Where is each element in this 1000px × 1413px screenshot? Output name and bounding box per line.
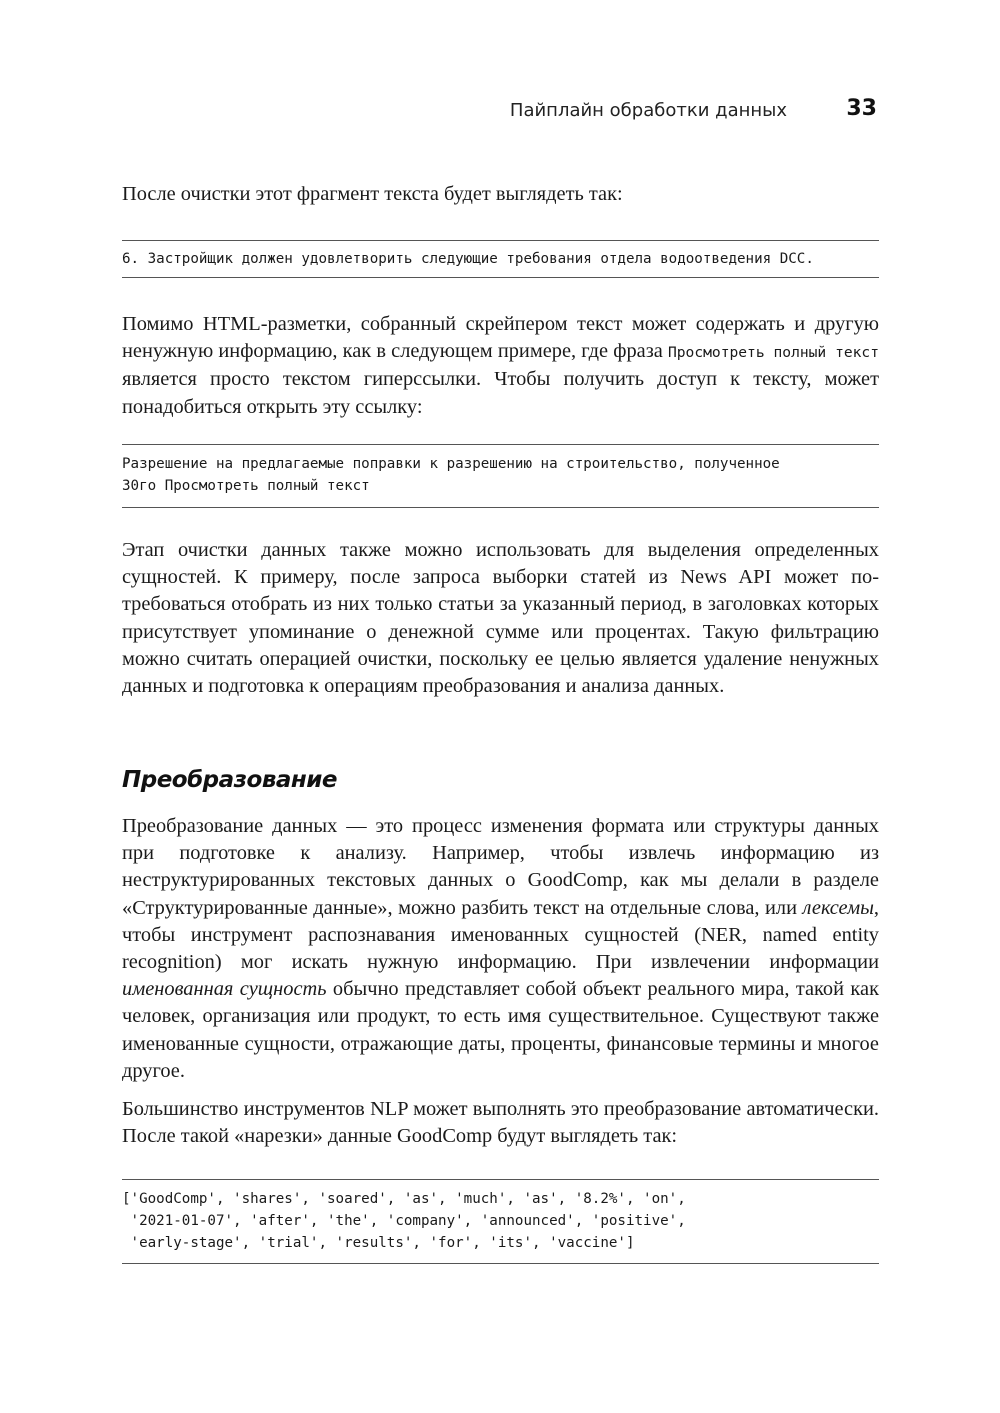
paragraph-nlp-tools: Большинство инструментов NLP может выполнять это преобразование автоматически. После такой «нарезки» данные GoodComp будут выглядеть так: <box>122 1098 879 1148</box>
term-lexemes: лексемы <box>802 896 874 919</box>
code-cleaned-text: 6. Застройщик должен удовлетворить следующие требования отдела водоотведения DCC. <box>122 251 814 267</box>
page-number: 33 <box>846 96 877 121</box>
paragraph-entity-filtering: Этап очистки данных также можно использовать для выделения определенных сущностей. К примеру, после запроса выборки статей из News API может потребоваться отобрать из них только статьи за указанный период, в заголовках которых присутствует упоминание о денежной сумме или процентах. Такую фильтрацию можно считать операцией очистки, поскольку ее целью является удаление ненужных данных и подготовка к операциям преобразования и анализа данных. <box>122 539 879 698</box>
code-block-permit-text <box>122 444 879 508</box>
inline-code-view-full-text: Просмотреть полный текст <box>667 344 879 362</box>
paragraph-transformation-part2: , чтобы инструмент распознавания именованных сущностей (NER, named entity recognition) мог искать нужную информацию. При извлечении информации <box>122 896 879 974</box>
code-block-cleaned-text <box>122 240 879 278</box>
paragraph-transformation-part1: Преобразование данных — это процесс изменения формата или структуры данных при подготовке к анализу. Например, чтобы извлечь информацию из неструктурированных текстовых данных о GoodComp, как мы делали в разделе «Структурированные данные», можно разбить текст на отдельные слова, или <box>122 815 879 919</box>
paragraph-html-markup <box>122 311 879 421</box>
section-heading-transformation: Преобразование <box>122 767 338 793</box>
paragraph-html-markup-before: Помимо HTML-разметки, собранный скрейпером текст может содержать и другую ненужную информацию, как в следующем примере, где фраза <box>122 313 879 363</box>
paragraph-transformation <box>122 813 879 1085</box>
running-title: Пайплайн обработки данных <box>509 100 787 121</box>
code-block-tokens <box>122 1179 879 1264</box>
code-tokens-list: ['GoodComp', 'shares', 'soared', 'as', 'much', 'as', '8.2%', 'on', '2021-01-07', 'after', 'the', 'company', 'announced', 'positive', 'early-stage', 'trial', 'results', 'for', 'its', 'vaccine'] <box>122 1191 686 1251</box>
term-named-entity: именованная сущность <box>122 978 327 1001</box>
paragraph-transformation-part3: обычно представляет собой объект реального мира, такой как человек, организация или продукт, то есть имя существительное. Существуют также именованные сущности, отражающие даты, проценты, финансовые термины и многое другое. <box>122 978 879 1082</box>
paragraph-after-cleaning: После очистки этот фрагмент текста будет выглядеть так: <box>122 183 623 205</box>
paragraph-html-markup-after: является просто текстом гиперссылки. Чтобы получить доступ к тексту, может понадобиться открыть эту ссылку: <box>122 368 879 418</box>
running-header <box>122 96 879 126</box>
code-permit-text: Разрешение на предлагаемые поправки к разрешению на строительство, полученное 30го Просмотреть полный текст <box>122 456 780 494</box>
